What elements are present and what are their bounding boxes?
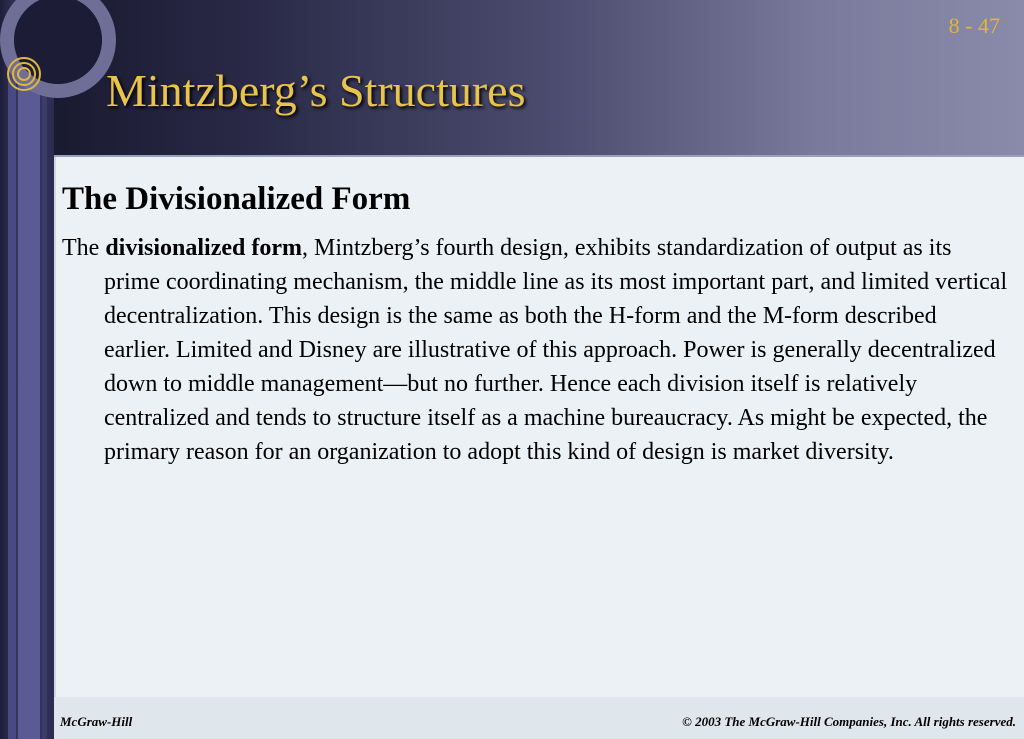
- footer-copyright: © 2003 The McGraw-Hill Companies, Inc. All rights reserved.: [682, 714, 1016, 729]
- page-number: 8 - 47: [948, 13, 1000, 38]
- concentric-circle-logo-icon: [6, 56, 42, 92]
- footer-publisher: McGraw-Hill: [60, 714, 133, 729]
- body-term: divisionalized form: [105, 235, 302, 261]
- left-stripe: [42, 0, 47, 739]
- body-rest: , Mintzberg’s fourth design, exhibits standardization of output as its prime coordinating mechanism, the middle line as its most important part, and limited vertical decentralization. This design is the same as both the H-form and the M-form described earlier. Limited and Disney are illustrative of this approach. Power is generally decentralized down to middle management—but no further. Hence each division itself is relatively centralized and tends to structure itself as a machine bureaucracy. As might be expected, the primary reason for an organization to adopt this kind of design is market diversity.: [104, 235, 1008, 465]
- body-paragraph: [62, 231, 1008, 469]
- body-lead: The: [62, 235, 106, 261]
- slide-title: Mintzberg’s Structures: [106, 65, 526, 116]
- slide-subtitle: The Divisionalized Form: [62, 181, 411, 217]
- left-stripe: [18, 50, 40, 739]
- left-stripe: [8, 50, 16, 739]
